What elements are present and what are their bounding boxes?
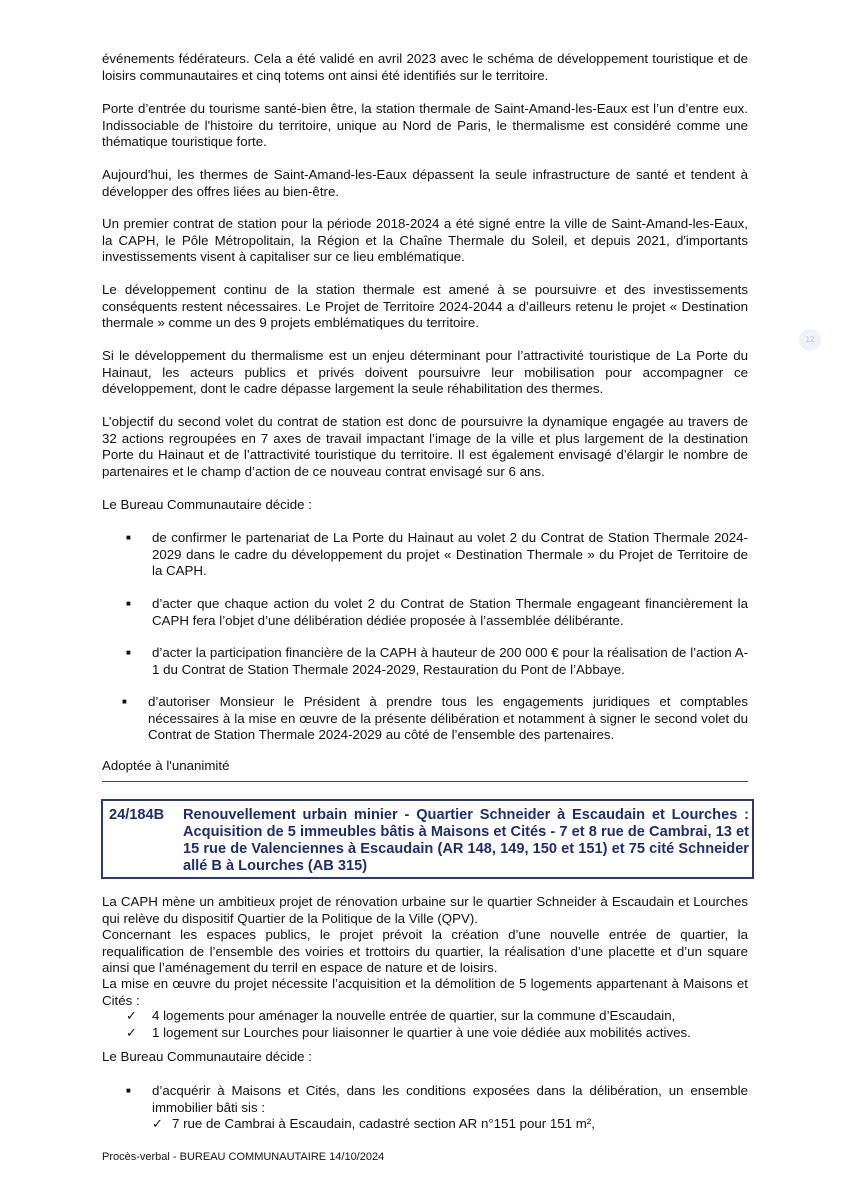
checklist-item: 1 logement sur Lourches pour liaisonner le quartier à une voie dédiée aux mobilités actives. [152,1025,691,1040]
decision-item: d’autoriser Monsieur le Président à prendre tous les engagements juridiques et comptables nécessaires à la mise en œuvre de la présente délibération et notamment à signer le second volet du Contrat de Station Thermale 2024-2029 au côté de l’ensemble des partenaires. [148,694,748,742]
paragraph-attractiveness: Si le développement du thermalisme est un enjeu déterminant pour l’attractivité touristique de La Porte du Hainaut, les acteurs publics et privés doivent poursuivre leur mobilisation pour accompagner ce développement, dont le cadre dépasse largement la seule réhabilitation des thermes. [102,348,748,396]
decision-item: de confirmer le partenariat de La Porte du Hainaut au volet 2 du Contrat de Station Thermale 2024-2029 dans le cadre du développement du projet « Destination Thermale » du Projet de Territoire de la CAPH. [152,530,748,578]
paragraph-second-volet: L’objectif du second volet du contrat de station est donc de poursuivre la dynamique engagée au travers de 32 actions regroupées en 7 axes de travail impactant l’image de la ville et plus largement de la destination Porte du Hainaut et de l’attractivité touristique du territoire. Il est également envisagé d’élargir le nombre de partenaires et le champ d’action de ce nouveau contrat envisagé sur 6 ans. [102,414,748,479]
bullet-icon: ■ [126,533,131,542]
decision-item: d’acquérir à Maisons et Cités, dans les conditions exposées dans la délibération, un ensemble immobilier bâti sis : [152,1083,748,1115]
section-number: 24/184B [109,807,165,823]
checklist-item: 4 logements pour aménager la nouvelle entrée de quartier, sur la commune d’Escaudain, [152,1008,676,1023]
decision-intro: Le Bureau Communautaire décide : [102,497,312,512]
bullet-icon: ■ [126,1086,131,1095]
decision-item: d’acter que chaque action du volet 2 du Contrat de Station Thermale engageant financièrement la CAPH fera l’objet d’une délibération dédiée proposée à l’assemblée délibérante. [152,596,748,628]
decision-intro: Le Bureau Communautaire décide : [102,1049,312,1064]
paragraph-thermes-today: Aujourd'hui, les thermes de Saint-Amand-les-Eaux dépassent la seule infrastructure de santé et tendent à développer des offres liées au bien-être. [102,167,748,199]
check-icon: ✓ [152,1116,163,1131]
check-icon: ✓ [126,1025,137,1040]
paragraph-first-contract: Un premier contrat de station pour la période 2018-2024 a été signé entre la ville de Saint-Amand-les-Eaux, la CAPH, le Pôle Métropolitain, la Région et la Chaîne Thermale du Soleil, et depuis 2021, d'importants investissements visent à capitaliser sur ce lieu emblématique. [102,216,748,264]
adoption-status: Adoptée à l'unanimité [102,758,230,773]
decision-item: d’acter la participation financière de la CAPH à hauteur de 200 000 € pour la réalisation de l’action A-1 du Contrat de Station Thermale 2024-2029, Restauration du Pont de l’Abbaye. [152,645,748,677]
section-title: Renouvellement urbain minier - Quartier Schneider à Escaudain et Lourches : Acquisition de 5 immeubles bâtis à Maisons et Cités - 7 et 8 rue de Cambrai, 13 et 15 rue de Valenciennes à Escaudain (AR 148, 149, 150 et 151) et 75 cité Schneider allé B à Lourches (AB 315) [183,807,749,874]
paragraph-renovation: La CAPH mène un ambitieux projet de rénovation urbaine sur le quartier Schneider à Escaudain et Lourches qui relève du dispositif Quartier de la Politique de la Ville (QPV). [102,894,748,926]
paragraph-acquisition-need: La mise en œuvre du projet nécessite l’acquisition et la démolition de 5 logements appartenant à Maisons et Cités : [102,976,748,1008]
paragraph-development: Le développement continu de la station thermale est amené à se poursuivre et des investissements conséquents restent nécessaires. Le Projet de Territoire 2024-2044 a d’ailleurs retenu le projet « Destination thermale » comme un des 9 projets emblématiques du territoire. [102,282,748,330]
paragraph-thermal-station: Porte d’entrée du tourisme santé-bien être, la station thermale de Saint-Amand-les-Eaux est l’un d’entre eux. Indissociable de l'histoire du territoire, unique au Nord de Paris, le thermalisme est considéré comme une thématique touristique forte. [102,101,748,149]
page-footer: Procès-verbal - BUREAU COMMUNAUTAIRE 14/10/2024 [102,1151,385,1163]
bullet-icon: ■ [122,697,127,706]
bullet-icon: ■ [126,648,131,657]
checklist-item: 7 rue de Cambrai à Escaudain, cadastré section AR n°151 pour 151 m², [172,1116,595,1131]
section-divider [102,781,748,782]
check-icon: ✓ [126,1008,137,1023]
page-number-marker: 12 [799,329,821,351]
section-header [101,799,754,879]
paragraph-public-spaces: Concernant les espaces publics, le projet prévoit la création d’une nouvelle entrée de quartier, la requalification de l’ensemble des voiries et trottoirs du quartier, la réalisation d’une placette et d’un square ainsi que l’aménagement du terril en espace de nature et de loisirs. [102,927,748,975]
paragraph-intro: événements fédérateurs. Cela a été validé en avril 2023 avec le schéma de développement touristique et de loisirs communautaires et cinq totems ont ainsi été identifiés sur le territoire. [102,51,748,83]
bullet-icon: ■ [126,599,131,608]
